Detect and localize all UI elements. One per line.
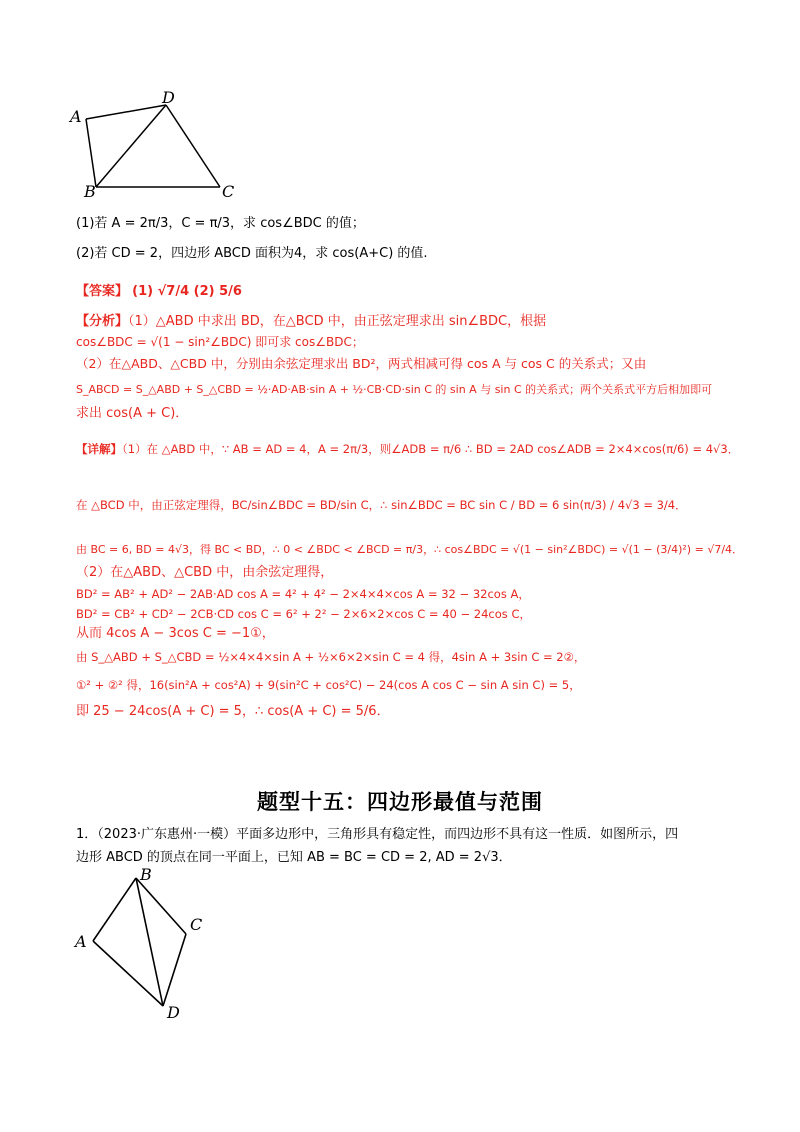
diagonal-bd (136, 878, 163, 1006)
detail-line-9: ①² + ②² 得，16(sin²A + cos²A) + 9(sin²C + cos²C) − 24(cos A cos C − sin A sin C) = 5， (76, 678, 581, 692)
edge-ab (86, 119, 96, 187)
detail-line-1 (76, 440, 739, 458)
analysis-line-4: S_ABCD = S_△ABD + S_△CBD = ½·AD·AB·sin A + ½·CB·CD·sin C 的 sin A 与 sin C 的关系式；两个关系式平方后相加即可 (76, 383, 713, 396)
quadrilateral-figure-1 (60, 85, 260, 205)
problem-line-2: 边形 ABCD 的顶点在同一平面上，已知 AB = BC = CD = 2, AD = 2√3． (76, 850, 512, 865)
vertex-label-a: A (70, 107, 82, 126)
edge-da (86, 105, 166, 119)
detail-line-5: BD² = AB² + AD² − 2AB·AD cos A = 4² + 4² − 2×4×4×cos A = 32 − 32cos A， (76, 587, 530, 601)
diagonal-bd (96, 105, 166, 187)
analysis-line-5: 求出 cos(A + C)． (76, 406, 189, 421)
detail-line-6: BD² = CB² + CD² − 2CB·CD cos C = 6² + 2² − 2×6×2×cos C = 40 − 24cos C， (76, 607, 531, 621)
detail-text-1: （1）在 △ABD 中，∵ AB = AD = 4，A = 2π/3，则∠ADB = π/6 ∴ BD = 2AD cos∠ADB = 2×4×cos(π/6) = 4√3． (122, 442, 740, 456)
detail-tag: 【详解】 (76, 442, 122, 456)
edge-ab (93, 878, 136, 941)
detail-line-8: 由 S_△ABD + S_△CBD = ½×4×4×sin A + ½×6×2×sin C = 4 得，4sin A + 3sin C = 2②， (76, 650, 586, 664)
detail-line-3: 由 BC = 6, BD = 4√3，得 BC < BD，∴ 0 < ∠BDC < ∠BCD = π/3，∴ cos∠BDC = √(1 − sin²∠BDC) = √(1 − (3/4)²) = √7/4． (76, 543, 744, 556)
answer-text: (1) √7/4 (2) 5/6 (132, 284, 242, 299)
vertex-label-b: B (84, 182, 96, 201)
analysis-line-3: （2）在△ABD、△CBD 中，分别由余弦定理求出 BD²，两式相减可得 cos A 与 cos C 的关系式；又由 (76, 356, 647, 371)
edge-bc (136, 878, 186, 934)
section-heading: 题型十五：四边形最值与范围 (257, 790, 543, 814)
problem-line-1: 1．（2023·广东惠州·一模）平面多边形中，三角形具有稳定性，而四边形不具有这一性质．如图所示，四 (76, 827, 679, 842)
edge-da (93, 941, 163, 1006)
answer-line (76, 283, 242, 301)
vertex-label-a: A (75, 932, 87, 951)
vertex-label-c: C (190, 915, 203, 934)
vertex-label-b: B (140, 865, 152, 884)
question-part-1: (1)若 A = 2π/3，C = π/3，求 cos∠BDC 的值； (76, 216, 365, 231)
analysis-text-1: （1）△ABD 中求出 BD，在△BCD 中，由正弦定理求出 sin∠BDC，根据 (128, 314, 547, 329)
analysis-line-1 (76, 313, 546, 331)
edge-cd (163, 934, 186, 1006)
answer-tag: 【答案】 (76, 284, 129, 299)
detail-line-2: 在 △BCD 中，由正弦定理得，BC/sin∠BDC = BD/sin C，∴ sin∠BDC = BC sin C / BD = 6 sin(π/3) / 4√3 = 3/4． (76, 498, 687, 512)
analysis-tag: 【分析】 (76, 314, 129, 329)
analysis-line-2: cos∠BDC = √(1 − sin²∠BDC) 即可求 cos∠BDC； (76, 335, 364, 349)
vertex-label-c: C (222, 182, 235, 201)
vertex-label-d: D (162, 88, 175, 107)
detail-line-10: 即 25 − 24cos(A + C) = 5，∴ cos(A + C) = 5/6． (76, 704, 390, 719)
edge-cd (166, 105, 220, 187)
detail-line-4: （2）在△ABD、△CBD 中，由余弦定理得， (76, 565, 334, 580)
question-part-2: (2)若 CD = 2，四边形 ABCD 面积为4，求 cos(A+C) 的值. (76, 246, 428, 261)
detail-line-7: 从而 4cos A − 3cos C = −1①， (76, 626, 275, 641)
quadrilateral-figure-2 (60, 860, 220, 1030)
vertex-label-d: D (167, 1003, 180, 1022)
